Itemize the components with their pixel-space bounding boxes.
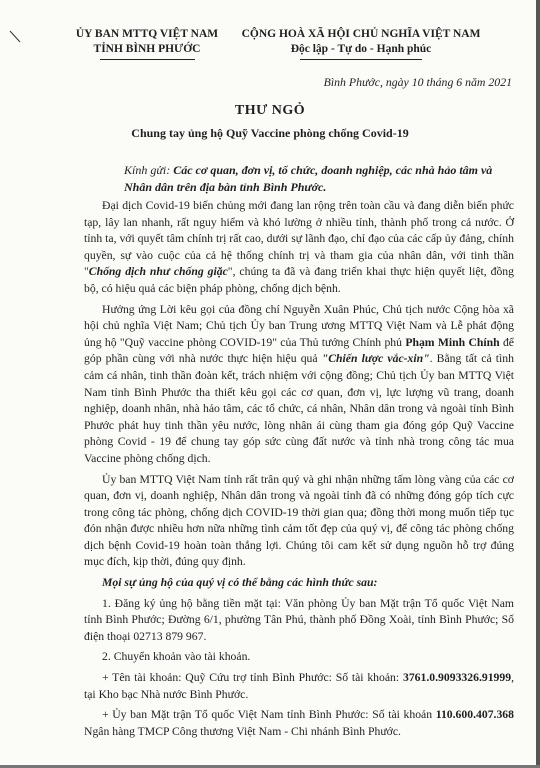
org-underline xyxy=(100,59,195,60)
nation-name: CỘNG HOÀ XÃ HỘI CHỦ NGHĨA VIỆT NAM xyxy=(241,28,481,40)
issuing-organization xyxy=(66,27,228,57)
vaccine-strategy: "Chiến lược vắc-xin" xyxy=(321,352,430,366)
methods-heading: Mọi sự ủng hộ của quý vị có thể bằng các hình thức sau: xyxy=(102,576,378,590)
letter-body xyxy=(84,198,514,744)
paragraph-text: . Bằng tất cả tình cảm cá nhân, tinh thần đoàn kết, trách nhiệm với cộng đồng; Chủ tịch Ủy ban MTTQ Việt Nam tỉnh Bình Phước tha thiết kêu gọi các cơ quan, đơn vị, lực lượng vũ trang, doanh nghiệp, doanh nhân, nhà hảo tâm, các tổ chức, cá nhân, Nhân dân trong và ngoài tỉnh Bình Phước phát huy tinh thần yêu nước, lòng nhân ái cùng tham gia đóng góp Quỹ Vaccine phòng Covid - 19 để chung tay góp sức cùng đất nước và tỉnh nhà trong công tác mua Vaccine phòng chống dịch. xyxy=(84,352,514,465)
slogan-quote: Chống dịch như chống giặc xyxy=(88,265,228,279)
org-name: ỦY BAN MTTQ VIỆT NAM xyxy=(75,28,219,40)
motto-underline xyxy=(300,59,422,60)
account-text: Ngân hàng TMCP Công thương Việt Nam - Chi nhánh Bình Phước. xyxy=(84,724,401,738)
account-relief-fund xyxy=(84,670,514,703)
account-number: 3761.0.9093326.91999 xyxy=(402,671,512,685)
account-number: 110.600.407.368 xyxy=(435,708,514,722)
account-text: + Ủy ban Mặt trận Tổ quốc Việt Nam tỉnh Bình Phước: Số tài khoản xyxy=(102,708,436,722)
method-transfer: 2. Chuyển khoản vào tài khoản. xyxy=(102,650,251,664)
pen-stroke-mark xyxy=(8,30,22,44)
greeting-recipients: Các cơ quan, đơn vị, tổ chức, doanh nghiệp, các nhà hảo tâm và Nhân dân trên địa bàn tỉnh Bình Phước. xyxy=(124,163,493,194)
date-line: Bình Phước, ngày 10 tháng 6 năm 2021 xyxy=(323,75,512,89)
paragraph-appeal xyxy=(84,302,514,468)
paragraph-text: Đại dịch Covid-19 biến chủng mới đang lan rộng trên toàn cầu và đang diễn biến phức tạp, lây lan nhanh, rất nguy hiểm và khó lường ở nhiều tỉnh, thành phố trong cả nước. Ở tỉnh ta, với quyết tâm chính trị rất cao, dưới sự lãnh đạo, chỉ đạo của các cấp ủy đảng, chính quyền, sự vào cuộc của cả hệ thống chính trị và tham gia của nhân dân, với tinh thần " xyxy=(84,199,514,279)
account-text: , tại Kho bạc Nhà nước Bình Phước. xyxy=(84,671,514,701)
method-cash: 1. Đăng ký ủng hộ bằng tiền mặt tại: Văn phòng Ủy ban Mặt trận Tổ quốc Việt Nam tỉnh Bình Phước; Đường 6/1, phường Tân Phú, thành phố Đồng Xoài, tỉnh Bình Phước; Số điện thoại 02713 879 967. xyxy=(84,596,514,643)
letter-subtitle: Chung tay ủng hộ Quỹ Vaccine phòng chống Covid-19 xyxy=(131,126,409,140)
national-motto xyxy=(226,27,496,57)
paragraph-text: để góp phần cùng với nhà nước thực hiện hiệu quả xyxy=(84,335,514,366)
paragraph-text: ", chúng ta đã và đang triển khai thực hiện quyết liệt, đồng bộ, có hiệu quả các biện pháp phòng, chống dịch bệnh. xyxy=(84,265,514,295)
greeting xyxy=(124,162,504,196)
org-province: TỈNH BÌNH PHƯỚC xyxy=(93,43,201,55)
prime-minister-name: Phạm Minh Chính xyxy=(405,335,500,349)
account-text: + Tên tài khoản: Quỹ Cứu trợ tỉnh Bình Phước: Số tài khoản: xyxy=(102,671,403,685)
paragraph-gratitude: Ủy ban MTTQ Việt Nam tỉnh rất trân quý và ghi nhận những tấm lòng vàng của các cơ quan, đơn vị, doanh nghiệp, Nhân dân trong và ngoài tỉnh đã có những đóng góp tích cực trong công tác phòng, chống dịch COVID-19 thời gian qua; đồng thời mong muốn tiếp tục đón nhận được nhiều hơn nữa những tình cảm tốt đẹp của quý vị, để công tác phòng chống dịch bệnh Covid-19 hoàn toàn thắng lợi. Chúng tôi cam kết sử dụng nguồn hỗ trợ đúng mục đích, kịp thời, đúng quy định. xyxy=(84,472,514,569)
letter-title: THƯ NGỎ xyxy=(234,103,306,118)
paragraph-text: Hưởng ứng Lời kêu gọi của đồng chí Nguyễn Xuân Phúc, Chủ tịch nước Cộng hòa xã hội chủ nghĩa Việt Nam; Chủ tịch Ủy ban Trung ương MTTQ Việt Nam và Lễ phát động ủng hộ "Quỹ vaccine phòng COVID-19" của Thủ tướng Chính phủ xyxy=(84,302,514,349)
account-front-committee xyxy=(84,707,514,740)
paragraph-situation xyxy=(84,198,514,298)
nation-motto: Độc lập - Tự do - Hạnh phúc xyxy=(290,43,432,55)
scan-edge-right xyxy=(536,0,540,768)
greeting-label: Kính gửi: xyxy=(124,163,171,177)
